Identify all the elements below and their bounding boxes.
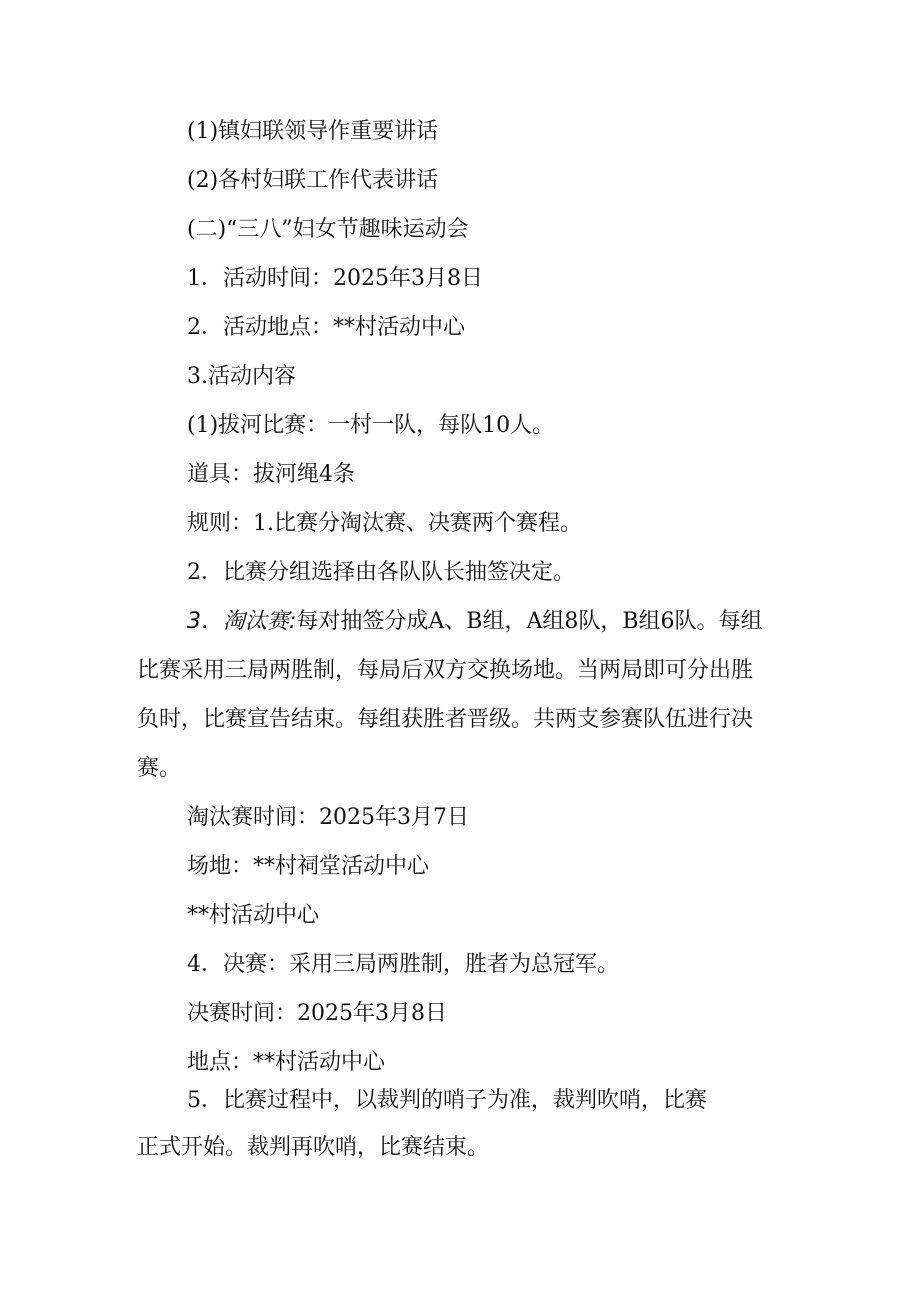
- text-line: 规则：1.比赛分淘汰赛、决赛两个赛程。: [187, 511, 582, 536]
- text-line: (1)镇妇联领导作重要讲话: [187, 119, 439, 144]
- text-line: 正式开始。裁判再吹哨，比赛结束。: [137, 1135, 490, 1160]
- text-line: 场地：**村祠堂活动中心: [187, 854, 430, 879]
- text-line: 3.活动内容: [187, 364, 296, 389]
- text-line: 2．比赛分组选择由各队队长抽签决定。: [187, 560, 575, 585]
- text-line: 淘汰赛时间：2025年3月7日: [187, 805, 469, 830]
- paragraph-line: 比赛采用三局两胜制，每局后双方交换场地。当两局即可分出胜: [137, 658, 754, 683]
- paragraph-line: [187, 607, 763, 637]
- text-line: 5．比赛过程中，以裁判的哨子为准，裁判吹哨，比赛: [187, 1088, 707, 1113]
- text-line: **村活动中心: [187, 903, 320, 928]
- text-line: 2．活动地点：**村活动中心: [187, 315, 465, 340]
- section-heading: (二)“三八”妇女节趣味运动会: [187, 217, 469, 242]
- text-line: 4．决赛：采用三局两胜制，胜者为总冠军。: [187, 952, 619, 977]
- text-line: (1)拔河比赛：一村一队，每队10人。: [187, 413, 555, 438]
- text-line: 1．活动时间：2025年3月8日: [187, 266, 483, 291]
- text-line: (2)各村妇联工作代表讲话: [187, 168, 439, 193]
- italic-lead: 3．淘汰赛:: [187, 609, 297, 634]
- text-line: 决赛时间：2025年3月8日: [187, 1001, 447, 1026]
- text-line: 地点：**村活动中心: [187, 1050, 386, 1075]
- paragraph-line: 赛。: [137, 756, 182, 781]
- paragraph-line: 负时，比赛宣告结束。每组获胜者晋级。共两支参赛队伍进行决: [137, 707, 754, 732]
- text-span: 每对抽签分成A、B组，A组8队，B组6队。每组: [296, 609, 763, 634]
- text-line: 道具：拔河绳4条: [187, 462, 355, 487]
